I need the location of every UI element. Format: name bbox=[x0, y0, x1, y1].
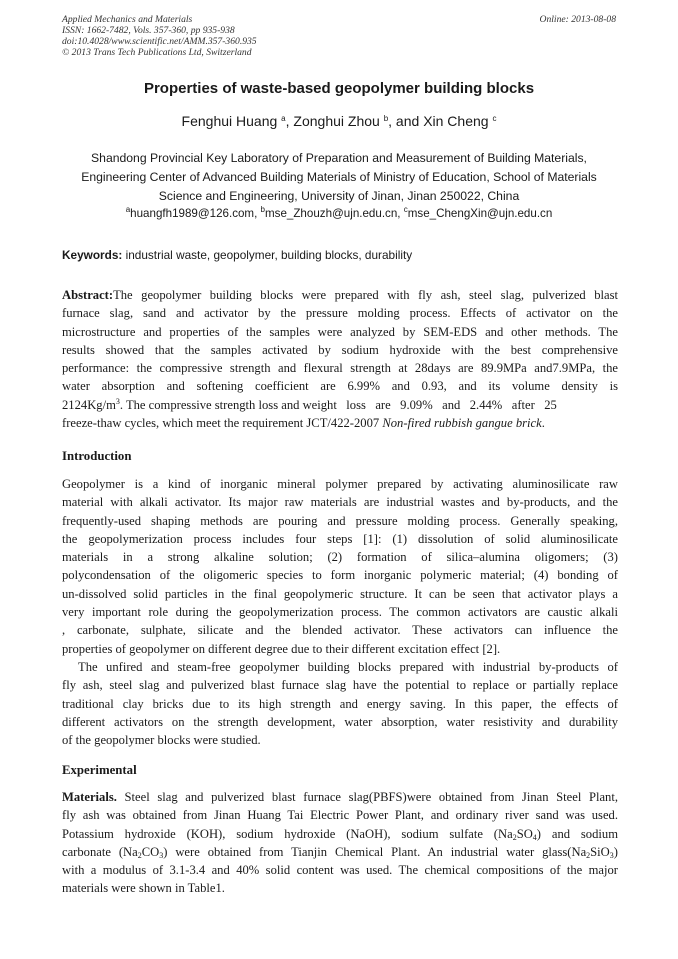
keywords bbox=[62, 248, 618, 262]
body-line: fly ash, steel slag and pulverized blast furnace slag have the potential to replace or partially replace bbox=[62, 678, 618, 693]
body-line: traditional clay bricks due to its high strength and energy saving. In this paper, the effects of bbox=[62, 696, 618, 711]
email-link[interactable]: mse_Zhouzh@ujn.edu.cn bbox=[265, 207, 398, 220]
section-heading-introduction: Introduction bbox=[62, 449, 132, 463]
body-line: un-dissolved solid particles in the final geopolymeric structure. It can be seen that activator plays a bbox=[62, 586, 618, 601]
experimental-body bbox=[62, 788, 618, 898]
abstract-label: Abstract: bbox=[62, 288, 114, 302]
body-line: different activators on the strength development, water absorption, water resistivity and durability bbox=[62, 714, 618, 729]
body-line: of the geopolymer blocks were studied. bbox=[62, 733, 261, 748]
body-line: fly ash was obtained from Jinan Huang Tai Electric Power Plant, and ordinary river sand was used. bbox=[62, 808, 618, 823]
body-line: Geopolymer is a kind of inorganic mineral polymer prepared by activating aluminosilicate raw bbox=[62, 477, 618, 491]
abstract-line: performance: the compressive strength and flexural strength at 28days are 89.9MPa and7.9MPa, the bbox=[62, 361, 618, 376]
author-name: Fenghui Huang bbox=[181, 113, 278, 129]
abstract-line: Abstract:The geopolymer building blocks were prepared with fly ash, steel slag, pulverized blast bbox=[62, 288, 618, 302]
keywords-text: industrial waste, geopolymer, building blocks, durability bbox=[122, 248, 413, 262]
abstract-line: water absorption and softening coefficient are 6.99% and 0.93, and its volume density is bbox=[62, 379, 618, 394]
affiliation-line: Engineering Center of Advanced Building Materials of Ministry of Education, School of Materials bbox=[81, 170, 597, 184]
affiliation-line: Science and Engineering, University of Jinan, Jinan 250022, China bbox=[158, 189, 520, 203]
abstract-line: results showed that the samples activated by sodium hydroxide with the best comprehensive bbox=[62, 342, 618, 357]
body-line: Potassium hydroxide (KOH), sodium hydroxide (NaOH), sodium sulfate $(Na_2SO_4)$ and sodium bbox=[62, 826, 618, 842]
body-line: , carbonate, sulphate, silicate and the blended activator. These activators can influence the bbox=[62, 623, 618, 638]
body-line: Materials. Steel slag and pulverized blast furnace slag(PBFS)were obtained from Jinan Steel Plant, bbox=[62, 790, 618, 804]
body-line: materials were shown in Table1. bbox=[62, 881, 225, 896]
body-line: very important role during the geopolymerization process. The common activators are caustic alkali bbox=[62, 605, 618, 620]
section-heading-experimental: Experimental bbox=[62, 763, 137, 777]
body-line: The unfired and steam-free geopolymer building blocks prepared with industrial by-products of bbox=[78, 659, 618, 674]
affiliation bbox=[0, 149, 678, 206]
body-line: properties of geopolymer on different degree due to their different excitation effect [2]. bbox=[62, 641, 501, 656]
author-list: Fenghui Huang $^a$, Zonghui Zhou $^b$, and Xin Cheng $^c$ bbox=[181, 113, 497, 129]
materials-lead: Materials. bbox=[62, 790, 117, 804]
author-affil-mark: c bbox=[492, 114, 497, 123]
body-line: carbonate $(Na_2CO_3)$ were obtained from Tianjin Chemical Plant. An industrial water $glass(Na_2SiO_3)$ bbox=[62, 844, 618, 860]
online-date: Online: 2013-08-08 bbox=[539, 14, 616, 25]
abstract-line: microstructure and properties of the samples were analyzed by SEM-EDS and other methods. The bbox=[62, 324, 618, 339]
abstract-line: $2124Kg/m^3$. The compressive strength loss and weight loss are 9.09% and 2.44% after 25 bbox=[62, 396, 557, 412]
body-line: the geopolymerization process includes four steps [1]: (1) dissolution of solid aluminosilicate bbox=[62, 531, 618, 546]
body-line: frequently-used shaping methods are pouring and pressure molding process. Generally speaking, bbox=[62, 513, 618, 528]
email-link[interactable]: mse_ChengXin@ujn.edu.cn bbox=[407, 207, 553, 220]
abstract bbox=[62, 286, 618, 432]
email-link[interactable]: huangfh1989@126.com bbox=[130, 207, 255, 220]
body-line: material with alkali activator. Its major raw materials are industrial wastes and by-products, and the bbox=[62, 495, 618, 510]
body-line: polycondensation of the oligomeric species to form inorganic polymeric material; (4) bonding of bbox=[62, 568, 618, 583]
journal-name: Applied Mechanics and Materials bbox=[62, 14, 193, 25]
author-affil-mark: b bbox=[383, 114, 389, 123]
doi-line: doi:10.4028/www.scientific.net/AMM.357-360.935 bbox=[62, 36, 257, 47]
author-affil-mark: a bbox=[281, 114, 286, 123]
keywords-label: Keywords: bbox=[62, 248, 123, 262]
body-line: materials in a strong alkaline solution; (2) formation of silica–alumina oligomers; (3) bbox=[62, 550, 618, 565]
body-line: with a modulus of 3.1-3.4 and 40% solid content was used. The chemical compositions of the major bbox=[62, 863, 618, 878]
email-list: $^a$huangfh1989@126.com, $^b$mse_Zhouzh@ujn.edu.cn, $^c$mse_ChengXin@ujn.edu.cn bbox=[125, 205, 553, 220]
author-name: Xin Cheng bbox=[423, 113, 489, 129]
paper-title: Properties of waste-based geopolymer building blocks bbox=[143, 80, 535, 97]
abstract-line: furnace slag, sand and activator by the pressure molding process. Effects of activator on the bbox=[62, 306, 618, 321]
issn-line: ISSN: 1662-7482, Vols. 357-360, pp 935-938 bbox=[62, 25, 235, 36]
introduction-body bbox=[62, 475, 618, 749]
affiliation-line: Shandong Provincial Key Laboratory of Preparation and Measurement of Building Materials, bbox=[91, 151, 587, 165]
copyright-line: © 2013 Trans Tech Publications Ltd, Switzerland bbox=[62, 47, 252, 58]
running-header bbox=[62, 14, 257, 58]
standard-title: Non-fired rubbish gangue brick bbox=[382, 416, 542, 431]
abstract-line: freeze-thaw cycles, which meet the requirement JCT/422-2007 Non-fired rubbish gangue brick. bbox=[62, 416, 545, 431]
author-name: Zonghui Zhou bbox=[293, 113, 380, 129]
